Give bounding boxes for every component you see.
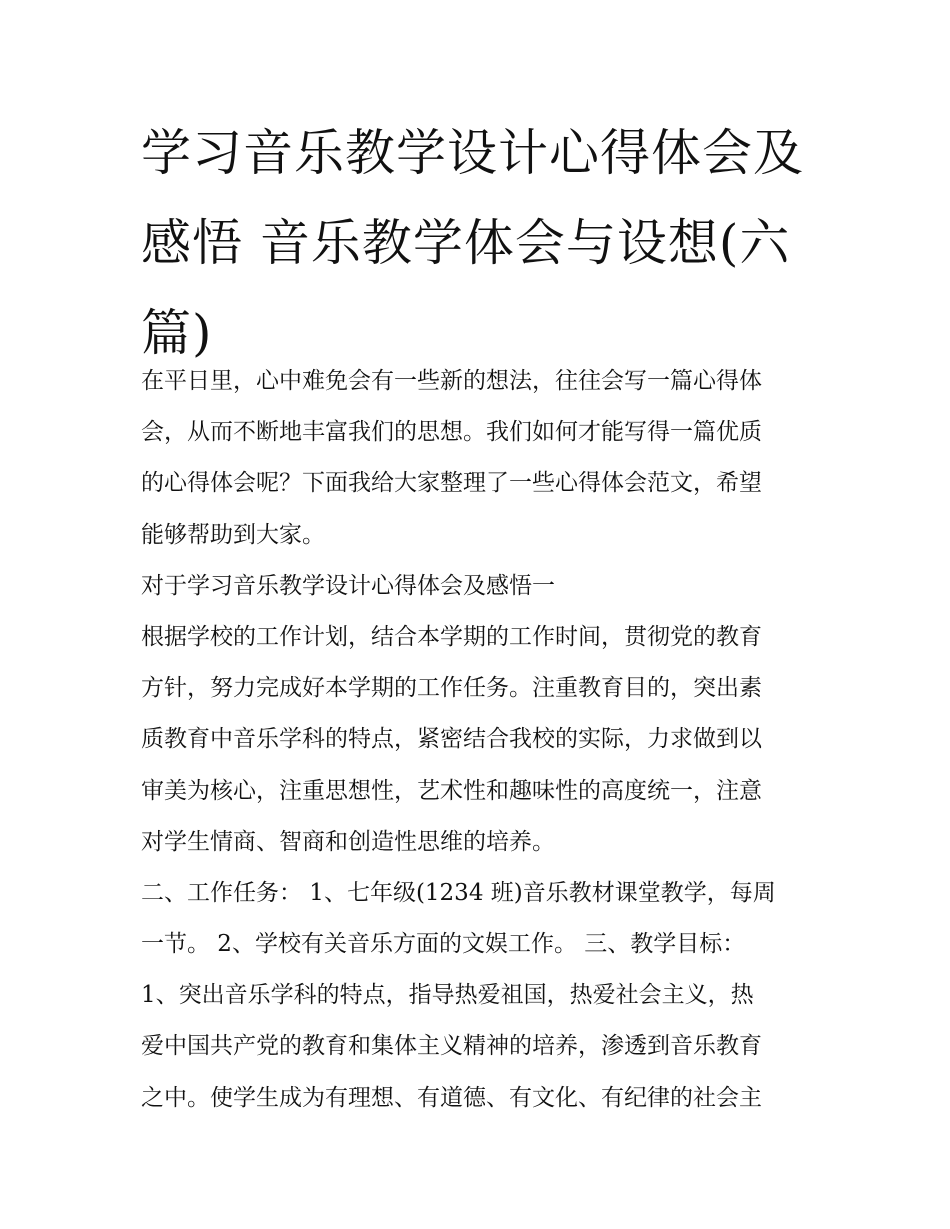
title-line-3: 篇) — [141, 304, 213, 362]
section-heading: 对于学习音乐教学设计心得体会及感悟一 — [141, 572, 555, 599]
body-line: 二、工作任务： 1、七年级(1234 班)音乐教材课堂教学，每周 — [141, 879, 776, 906]
body-line: 的心得体会呢？下面我给大家整理了一些心得体会范文，希望 — [141, 470, 762, 497]
body-line: 对学生情商、智商和创造性思维的培养。 — [141, 828, 555, 855]
body-line: 之中。使学生成为有理想、有道德、有文化、有纪律的社会主 — [141, 1084, 762, 1111]
body-line: 方针，努力完成好本学期的工作任务。注重教育目的，突出素 — [141, 675, 762, 702]
document-title — [141, 108, 821, 378]
document-body — [141, 356, 821, 1124]
body-line: 审美为核心，注重思想性，艺术性和趣味性的高度统一，注意 — [141, 777, 762, 804]
body-line: 一节。 2、学校有关音乐方面的文娱工作。 三、教学目标： — [141, 931, 746, 958]
body-line: 1、突出音乐学科的特点，指导热爱祖国，热爱社会主义，热 — [141, 982, 754, 1009]
body-line: 爱中国共产党的教育和集体主义精神的培养，渗透到音乐教育 — [141, 1033, 762, 1060]
title-line-1: 学习音乐教学设计心得体会及 — [141, 124, 804, 182]
body-line: 在平日里，心中难免会有一些新的想法，往往会写一篇心得体 — [141, 368, 762, 394]
body-line: 会，从而不断地丰富我们的思想。我们如何才能写得一篇优质 — [141, 419, 762, 446]
body-line: 质教育中音乐学科的特点，紧密结合我校的实际，力求做到以 — [141, 726, 762, 753]
title-line-2: 感悟 音乐教学体会与设想(六 — [141, 214, 791, 272]
body-line: 能够帮助到大家。 — [141, 521, 325, 548]
body-line: 根据学校的工作计划，结合本学期的工作时间，贯彻党的教育 — [141, 623, 762, 650]
